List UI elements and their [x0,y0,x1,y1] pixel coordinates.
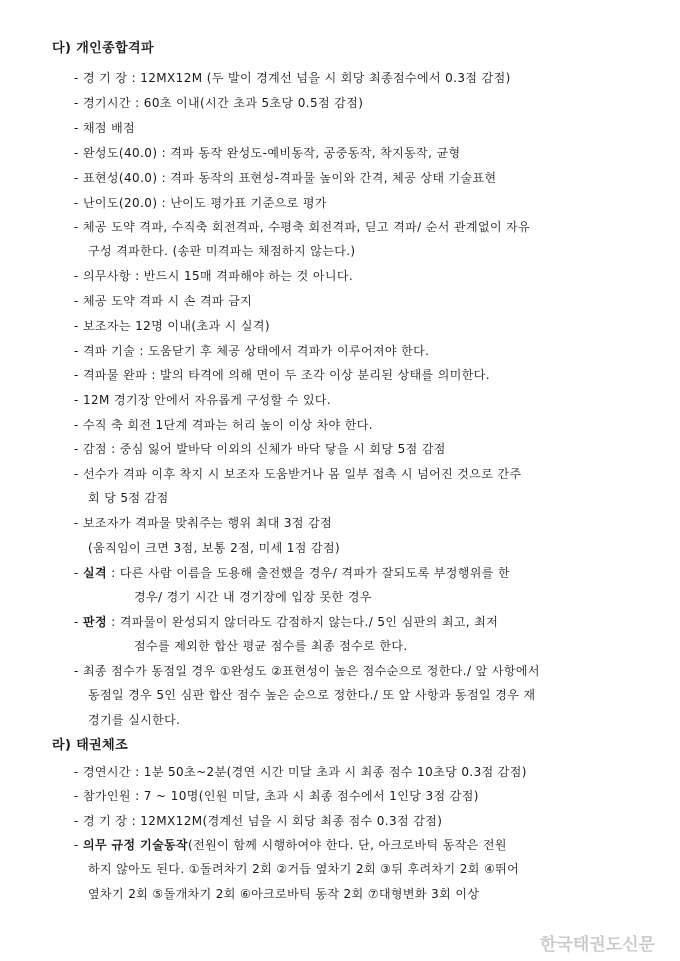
text-line: - 경 기 장 : 12MX12M (두 발이 경계선 넘을 시 회당 최종점수에서 0.3점 감점) [74,71,511,85]
list-dash: - [74,838,79,852]
mandatory-techniques-line [74,837,507,853]
disqualification-text: : 다른 사람 이름을 도용해 출전했을 경우/ 격파가 잘되도록 부정행위를 한 [111,566,510,580]
text-line: - 경기시간 : 60초 이내(시간 초과 5초당 0.5점 감점) [74,96,364,110]
text-line: - 표현성(40.0) : 격파 동작의 표현성-격파물 높이와 간격, 체공 상태 기술표현 [74,171,497,185]
text-line: - 보조자가 격파물 맞춰주는 행위 최대 3점 감점 [74,516,333,530]
text-line: - 최종 점수가 동점일 경우 ①완성도 ②표현성이 높은 점수순으로 정한다./ 앞 사항에서 [74,664,540,678]
text-line: - 체공 도약 격파 시 손 격파 금지 [74,294,253,308]
text-line: 점수를 제외한 합산 평균 점수를 최종 점수로 한다. [134,639,408,653]
text-line: - 선수가 격파 이후 착지 시 보조자 도움받거나 몸 일부 접촉 시 넘어진 것으로 간주 [74,467,522,481]
text-line: 하지 않아도 된다. ①돌려차기 2회 ②거듭 옆차기 2회 ③뒤 후려차기 2회 ④뛰어 [88,862,520,876]
text-line: - 경 기 장 : 12MX12M(경계선 넘을 시 회당 최종 점수 0.3점 감점) [74,814,443,828]
text-line: 동점일 경우 5인 심판 합산 점수 높은 순으로 정한다./ 또 앞 사항과 동점일 경우 재 [88,688,536,702]
judgment-label: 판정 [82,615,107,629]
section-heading-da: 다) 개인종합격파 [52,41,154,56]
text-line: - 보조자는 12명 이내(초과 시 실격) [74,319,270,333]
text-line: - 수직 축 회전 1단계 격파는 허리 높이 이상 차야 한다. [74,418,373,432]
text-line: 구성 격파한다. (송판 미격파는 채점하지 않는다.) [88,244,356,258]
text-line: - 참가인원 : 7 ~ 10명(인원 미달, 초과 시 최종 점수에서 1인당 3점 감점) [74,789,479,803]
text-line: 회 당 5점 감점 [88,491,169,505]
section-heading-ra: 라) 태권체조 [52,738,129,753]
text-line: - 의무사항 : 반드시 15매 격파해야 하는 것 아니다. [74,269,354,283]
text-line: - 경연시간 : 1분 50초~2분(경연 시간 미달 초과 시 최종 점수 10초당 0.3점 감점) [74,765,527,779]
text-line: - 채점 배점 [74,121,136,135]
mandatory-techniques-label: 의무 규정 기술동작 [82,838,189,852]
newspaper-watermark: 한국태권도신문 [540,935,655,955]
judgment-text: : 격파물이 완성되지 않더라도 감점하지 않는다./ 5인 심판의 최고, 최저 [111,615,499,629]
text-line: - 격파물 완파 : 발의 타격에 의해 면이 두 조각 이상 분리된 상태를 의미한다. [74,368,490,382]
list-dash: - [74,615,79,629]
text-line: - 감점 : 중심 잃어 발바닥 이외의 신체가 바닥 닿을 시 회당 5점 감점 [74,442,446,456]
text-line: (움직임이 크면 3점, 보통 2점, 미세 1점 감점) [88,541,341,555]
text-line: 경우/ 경기 시간 내 경기장에 입장 못한 경우 [134,590,372,604]
text-line: 옆차기 2회 ⑤돌개차기 2회 ⑥아크로바틱 동작 2회 ⑦대형변화 3회 이상 [88,887,480,901]
mandatory-techniques-text: (전원이 함께 시행하여야 한다. 단, 아크로바틱 동작은 전원 [188,838,507,852]
text-line: - 난이도(20.0) : 난이도 평가표 기준으로 평가 [74,196,327,210]
text-line: 경기를 실시한다. [88,713,181,727]
text-line: - 12M 경기장 안에서 자유롭게 구성할 수 있다. [74,393,332,407]
disqualification-line [74,565,510,581]
judgment-line [74,614,498,630]
text-line: - 격파 기술 : 도움닫기 후 체공 상태에서 격파가 이루어져야 한다. [74,344,430,358]
list-dash: - [74,566,79,580]
text-line: - 체공 도약 격파, 수직축 회전격파, 수평축 회전격파, 딛고 격파/ 순서 관계없이 자유 [74,220,531,234]
text-line: - 완성도(40.0) : 격파 동작 완성도-예비동작, 공중동작, 착지동작, 균형 [74,146,461,160]
disqualification-label: 실격 [82,566,107,580]
